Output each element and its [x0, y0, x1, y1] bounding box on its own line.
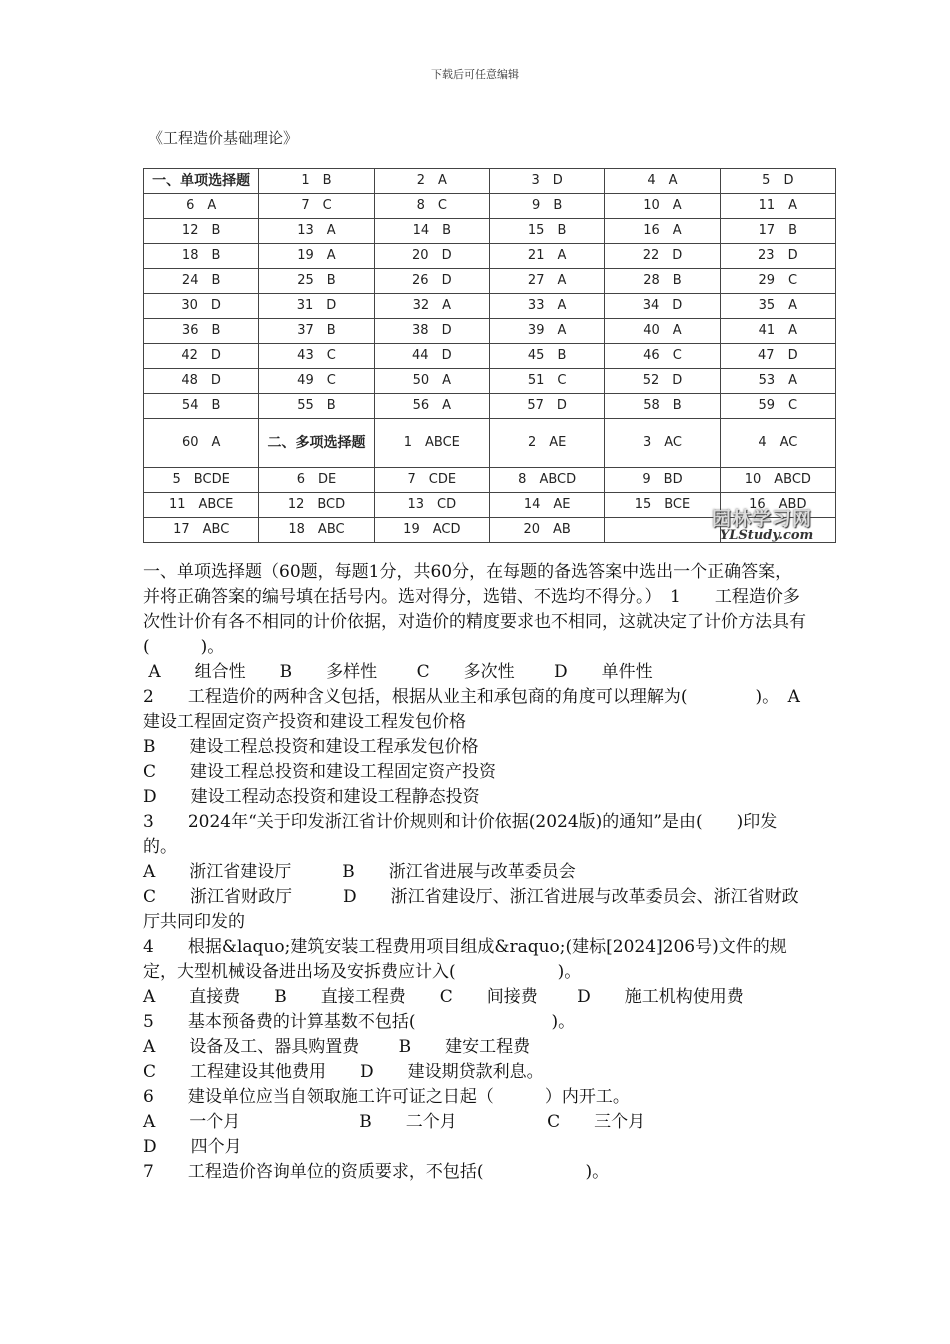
table-cell: 23 D	[720, 244, 835, 269]
table-cell: 25 B	[259, 269, 374, 294]
table-row	[144, 269, 836, 294]
table-row	[144, 468, 836, 493]
question-line: C 浙江省财政厅 D 浙江省建设厅、浙江省进展与改革委员会、浙江省财政厅共同印发的	[143, 887, 799, 932]
question-line: C 工程建设其他费用 D 建设期贷款利息。	[143, 1062, 544, 1082]
table-cell: 44 D	[374, 344, 489, 369]
table-cell: 12 BCD	[259, 493, 374, 518]
table-cell: 8 C	[374, 194, 489, 219]
table-cell: 4 AC	[720, 419, 835, 468]
table-cell	[605, 518, 720, 543]
table-cell: 41 A	[720, 319, 835, 344]
table-cell: 3 AC	[605, 419, 720, 468]
table-cell: 46 C	[605, 344, 720, 369]
table-cell: 5 BCDE	[144, 468, 259, 493]
table-cell: 20 D	[374, 244, 489, 269]
table-cell: 28 B	[605, 269, 720, 294]
table-cell: 33 A	[489, 294, 604, 319]
table-cell: 15 BCE	[605, 493, 720, 518]
table-cell: 6 A	[144, 194, 259, 219]
question-line: A 直接费 B 直接工程费 C 间接费 D 施工机构使用费	[143, 987, 744, 1007]
question-body	[143, 560, 834, 1185]
question-line: 3 2024年“关于印发浙江省计价规则和计价依据(2024版)的通知”是由( )印发的。	[143, 812, 778, 857]
table-row	[144, 244, 836, 269]
table-cell: 31 D	[259, 294, 374, 319]
table-cell: 9 BD	[605, 468, 720, 493]
question-line: A 组合性 B 多样性 C 多次性 D 单件性	[143, 662, 653, 682]
table-cell: 20 AB	[489, 518, 604, 543]
table-cell: 17 B	[720, 219, 835, 244]
table-cell: 53 A	[720, 369, 835, 394]
table-cell: 58 B	[605, 394, 720, 419]
table-cell: 13 CD	[374, 493, 489, 518]
table-cell: 8 ABCD	[489, 468, 604, 493]
table-row	[144, 344, 836, 369]
table-cell: 13 A	[259, 219, 374, 244]
table-cell: 16 ABD	[720, 493, 835, 518]
table-cell: 15 B	[489, 219, 604, 244]
watermark-logo	[712, 504, 834, 548]
table-cell: 47 D	[720, 344, 835, 369]
question-line: 6 建设单位应当自领取施工许可证之日起（ ）内开工。	[143, 1087, 630, 1107]
table-cell: 38 D	[374, 319, 489, 344]
table-cell: 55 B	[259, 394, 374, 419]
table-cell: 9 B	[489, 194, 604, 219]
table-row	[144, 294, 836, 319]
question-line: 7 工程造价咨询单位的资质要求，不包括( )。	[143, 1162, 610, 1182]
question-line: A 一个月 B 二个月 C 三个月	[143, 1112, 646, 1132]
question-line: 4 根据&laquo;建筑安装工程费用项目组成&raquo;(建标[2024]206号)文件的规定，大型机械设备进出场及安拆费应计入( )。	[143, 937, 787, 982]
question-line: B 建设工程总投资和建设工程承发包价格	[143, 737, 479, 757]
table-cell: 34 D	[605, 294, 720, 319]
watermark-text: 园林学习网	[712, 508, 813, 530]
table-cell: 7 CDE	[374, 468, 489, 493]
table-cell: 11 ABCE	[144, 493, 259, 518]
table-cell: 5 D	[720, 169, 835, 194]
table-cell: 49 C	[259, 369, 374, 394]
table-cell: 50 A	[374, 369, 489, 394]
table-row	[144, 169, 836, 194]
question-line: 5 基本预备费的计算基数不包括( )。	[143, 1012, 576, 1032]
table-cell: 11 A	[720, 194, 835, 219]
table-cell: 56 A	[374, 394, 489, 419]
table-cell: 45 B	[489, 344, 604, 369]
table-cell: 16 A	[605, 219, 720, 244]
table-row	[144, 394, 836, 419]
table-cell: 52 D	[605, 369, 720, 394]
table-row	[144, 219, 836, 244]
table-cell: 54 B	[144, 394, 259, 419]
table-cell: 27 A	[489, 269, 604, 294]
table-cell: 60 A	[144, 419, 259, 468]
table-row	[144, 369, 836, 394]
table-cell: 37 B	[259, 319, 374, 344]
question-line: A 设备及工、器具购置费 B 建安工程费	[143, 1037, 531, 1057]
table-cell: 18 ABC	[259, 518, 374, 543]
table-cell: 57 D	[489, 394, 604, 419]
table-cell: 48 D	[144, 369, 259, 394]
table-cell: 29 C	[720, 269, 835, 294]
question-line: 2 工程造价的两种含义包括，根据从业主和承包商的角度可以理解为( )。 A 建设工程固定资产投资和建设工程发包价格	[143, 687, 834, 732]
table-cell: 42 D	[144, 344, 259, 369]
question-line: D 四个月	[143, 1137, 242, 1157]
page-header: 下载后可任意编辑	[431, 68, 519, 81]
table-cell: 19 ACD	[374, 518, 489, 543]
table-cell: 39 A	[489, 319, 604, 344]
table-cell: 6 DE	[259, 468, 374, 493]
table-row	[144, 319, 836, 344]
table-cell: 19 A	[259, 244, 374, 269]
table-cell: 59 C	[720, 394, 835, 419]
table-cell: 4 A	[605, 169, 720, 194]
table-cell: 32 A	[374, 294, 489, 319]
table-cell: 26 D	[374, 269, 489, 294]
table-cell: 一、单项选择题	[144, 169, 259, 194]
table-cell: 1 B	[259, 169, 374, 194]
document-title: 《工程造价基础理论》	[148, 129, 299, 147]
table-cell: 1 ABCE	[374, 419, 489, 468]
table-cell: 12 B	[144, 219, 259, 244]
table-cell: 22 D	[605, 244, 720, 269]
table-row	[144, 419, 836, 468]
table-cell: 3 D	[489, 169, 604, 194]
watermark-url: YLStudy.com	[720, 528, 814, 543]
answer-table	[143, 168, 836, 543]
question-line: A 浙江省建设厅 B 浙江省进展与改革委员会	[143, 862, 576, 882]
question-line: D 建设工程动态投资和建设工程静态投资	[143, 787, 480, 807]
table-cell: 18 B	[144, 244, 259, 269]
table-cell: 21 A	[489, 244, 604, 269]
question-line: 一、单项选择题（60题，每题1分，共60分，在每题的备选答案中选出一个正确答案，并将正确答案的编号填在括号内。选对得分，选错、不选均不得分。） 1 工程造价多次性计价有各不相同的计价依据，对造价的精度要求也不相同，这就决定了计价方法具有( )。	[143, 562, 806, 657]
table-cell: 24 B	[144, 269, 259, 294]
table-cell: 二、多项选择题	[259, 419, 374, 468]
table-cell: 2 AE	[489, 419, 604, 468]
table-cell: 36 B	[144, 319, 259, 344]
question-line: C 建设工程总投资和建设工程固定资产投资	[143, 762, 497, 782]
table-cell: 7 C	[259, 194, 374, 219]
table-cell: 2 A	[374, 169, 489, 194]
table-cell: 14 AE	[489, 493, 604, 518]
table-cell: 51 C	[489, 369, 604, 394]
table-row	[144, 194, 836, 219]
table-cell: 17 ABC	[144, 518, 259, 543]
table-cell: 43 C	[259, 344, 374, 369]
table-cell: 10 ABCD	[720, 468, 835, 493]
table-cell: 30 D	[144, 294, 259, 319]
table-cell: 14 B	[374, 219, 489, 244]
table-cell: 40 A	[605, 319, 720, 344]
table-cell: 10 A	[605, 194, 720, 219]
table-cell: 35 A	[720, 294, 835, 319]
